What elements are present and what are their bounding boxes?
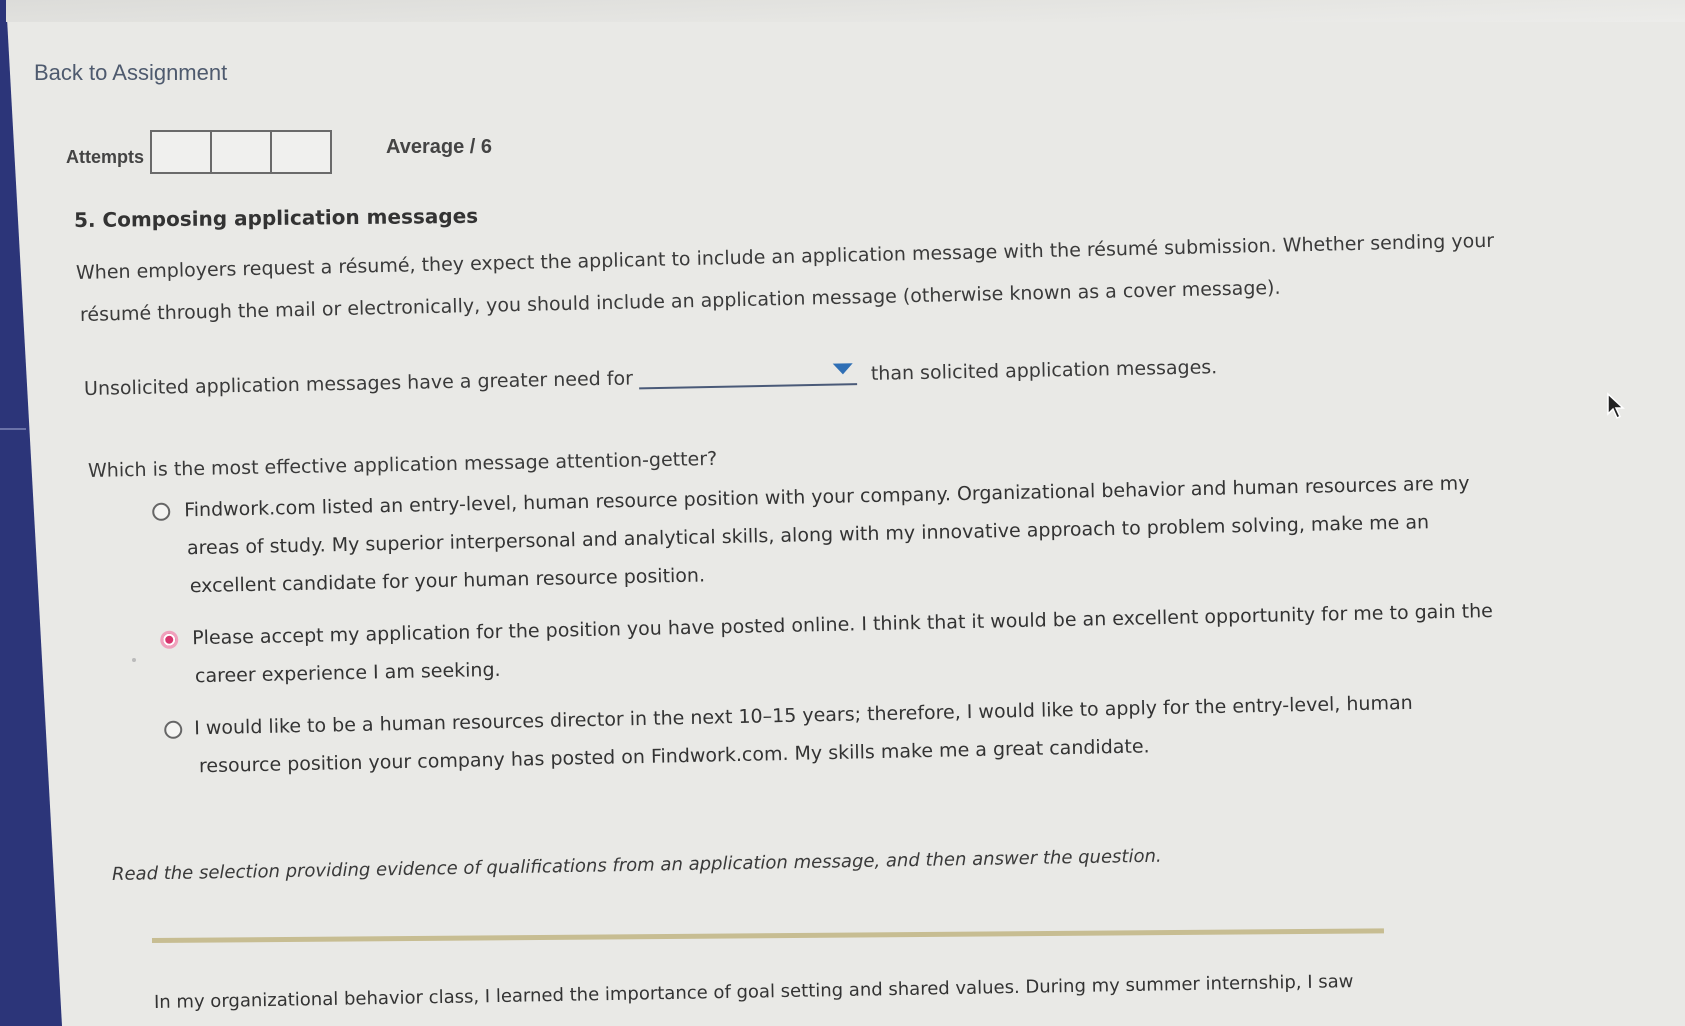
fill-in-after: than solicited application messages. <box>870 356 1218 385</box>
option-1-line-3: excellent candidate for your human resource position. <box>189 564 706 598</box>
radio-option-1[interactable] <box>152 503 170 521</box>
fill-in-before: Unsolicited application messages have a greater need for <box>83 367 634 400</box>
intro-line-1: When employers request a résumé, they expect the applicant to include an application message with the résumé submission. Whether sending your <box>75 229 1495 284</box>
option-3-line-1: I would like to be a human resources director in the next 10–15 years; therefore, I would like to apply for the entry-level, human <box>193 691 1413 740</box>
option-1-line-1: Findwork.com listed an entry-level, human resource position with your company. Organizational behavior and human resources are my <box>183 472 1470 522</box>
section-divider <box>152 928 1384 943</box>
option-1-line-2: areas of study. My superior interpersonal and analytical skills, along with my innovative approach to problem solving, make me an <box>186 511 1430 560</box>
average-score: Average / 6 <box>386 136 492 158</box>
option-2-line-2: career experience I am seeking. <box>194 658 501 688</box>
radio-option-2-selected[interactable] <box>160 631 178 649</box>
answer-dropdown[interactable] <box>639 357 857 389</box>
decorative-dot <box>132 658 136 662</box>
attempt-box-1 <box>152 132 212 172</box>
attempt-box-3 <box>272 132 330 172</box>
option-3-line-2: resource position your company has posted on Findwork.com. My skills make me a great candidate. <box>198 735 1150 778</box>
question-title: 5. Composing application messages <box>73 203 479 232</box>
attempt-boxes <box>150 130 332 174</box>
back-to-assignment-link[interactable]: Back to Assignment <box>34 60 228 85</box>
excerpt-text: In my organizational behavior class, I learned the importance of goal setting and shared values. During my summer internship, I saw <box>153 971 1354 1013</box>
fill-in-sentence <box>84 350 1218 400</box>
mc-prompt: Which is the most effective application message attention-getter? <box>87 447 718 482</box>
instruction-text: Read the selection providing evidence of qualifications from an application message, and then answer the question. <box>111 845 1162 885</box>
attempt-box-2 <box>212 132 272 172</box>
radio-option-3[interactable] <box>164 721 182 739</box>
caret-down-icon <box>833 363 853 374</box>
attempts-label: Attempts <box>66 146 145 167</box>
attempts-tracker <box>66 130 332 174</box>
option-2-line-1: Please accept my application for the position you have posted online. I think that it would be an excellent opportunity for me to gain the <box>191 600 1494 650</box>
intro-line-2: résumé through the mail or electronically, you should include an application message (otherwise known as a cover message). <box>79 276 1281 326</box>
